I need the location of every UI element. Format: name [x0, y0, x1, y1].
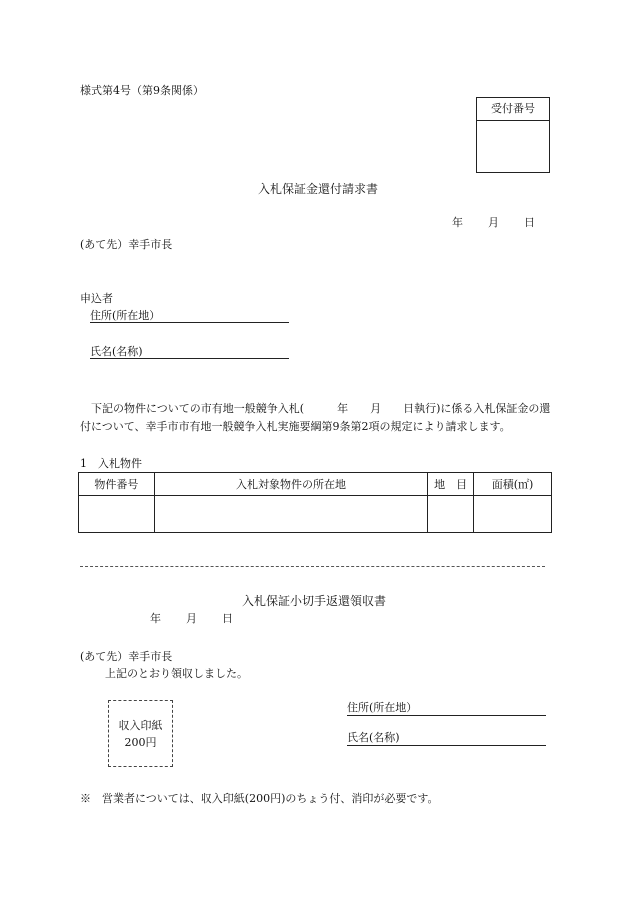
receipt-date-month: 月	[186, 612, 197, 625]
cell-area[interactable]	[474, 496, 552, 533]
addressee: (あて先）幸手市長	[80, 238, 173, 251]
receipt-date-year: 年	[150, 612, 161, 625]
stamp-note: ※ 営業者については、収入印紙(200円)のちょう付、消印が必要です。	[80, 792, 439, 805]
applicant-name-field[interactable]	[90, 343, 289, 359]
date-month: 月	[488, 216, 499, 229]
header-land-category: 地 目	[428, 473, 474, 496]
cut-line-divider	[80, 566, 545, 567]
stamp-amount: 200円	[124, 735, 157, 749]
receipt-number-box	[476, 97, 550, 173]
date-day: 日	[524, 216, 535, 229]
receipt-name-label: 氏名(名称)	[347, 731, 400, 744]
form-number: 様式第4号（第9条関係）	[80, 84, 204, 97]
cell-property-number[interactable]	[79, 496, 155, 533]
receipt-name-field[interactable]	[347, 729, 546, 746]
applicant-address-field[interactable]	[90, 307, 289, 323]
receipt-address-field[interactable]	[347, 699, 546, 716]
applicant-name-label: 氏名(名称)	[90, 345, 143, 358]
receipt-addressee: (あて先）幸手市長	[80, 650, 173, 663]
section1-label: 1 入札物件	[80, 457, 142, 470]
receipt-number-label: 受付番号	[477, 98, 549, 121]
table-header-row	[79, 473, 552, 496]
receipt-address-label: 住所(所在地）	[347, 701, 418, 714]
date-year: 年	[452, 216, 463, 229]
applicant-label: 申込者	[80, 292, 113, 305]
header-property-location: 入札対象物件の所在地	[154, 473, 427, 496]
header-area: 面積(㎡)	[474, 473, 552, 496]
table-row	[79, 496, 552, 533]
document-title: 入札保証金還付請求書	[258, 182, 379, 196]
applicant-address-label: 住所(所在地）	[90, 309, 161, 322]
receipt-date-day: 日	[222, 612, 233, 625]
stamp-label: 収入印紙	[118, 718, 163, 732]
revenue-stamp-box	[108, 700, 173, 767]
property-table	[78, 472, 552, 533]
receipt-title: 入札保証小切手返還領収書	[242, 594, 387, 608]
received-text: 上記のとおり領収しました。	[105, 667, 248, 680]
header-property-number: 物件番号	[79, 473, 155, 496]
cell-land-category[interactable]	[428, 496, 474, 533]
request-body-text: 下記の物件についての市有地一般競争入札( 年 月 日執行)に係る入札保証金の還付について、幸手市市有地一般競争入札実施要綱第9条第2項の規定により請求します。	[80, 402, 551, 433]
cell-property-location[interactable]	[154, 496, 427, 533]
